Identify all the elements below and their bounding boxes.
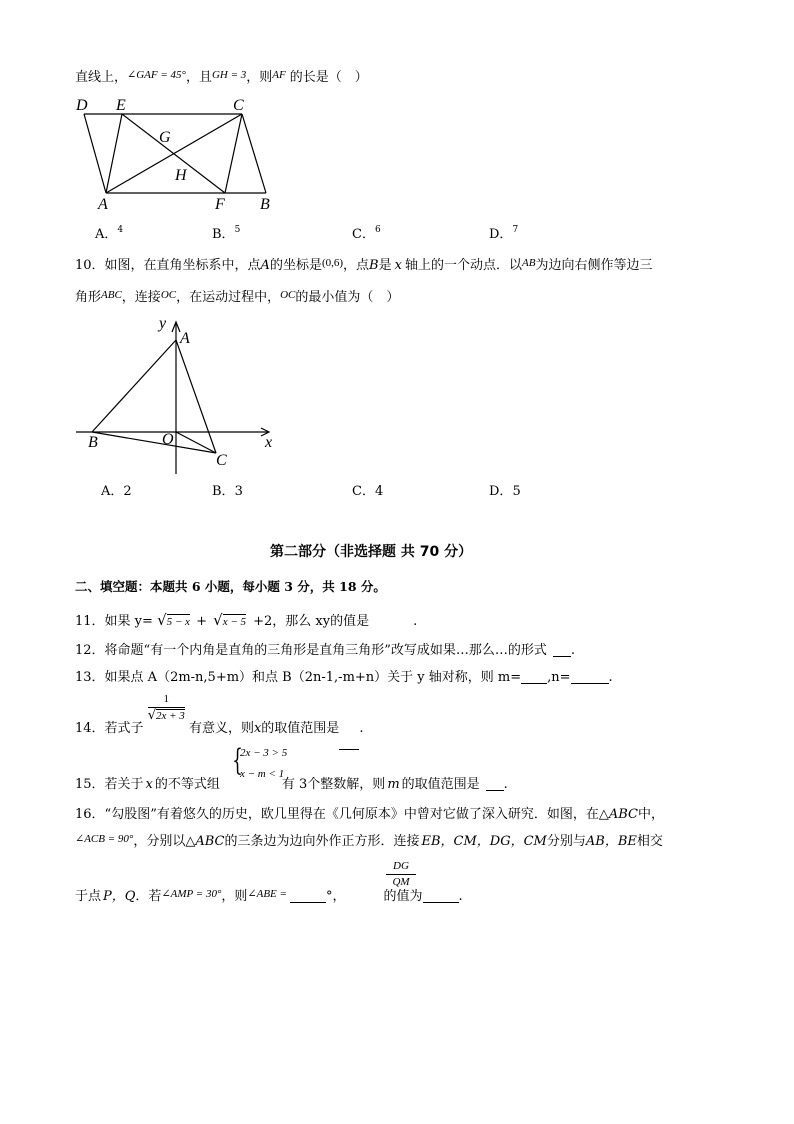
q14-fraction: 1 √2x + 3 <box>147 693 185 723</box>
q13-blank-m[interactable] <box>521 671 547 684</box>
fig10-label-B: B <box>88 434 98 451</box>
fig9-label-A: A <box>98 196 108 212</box>
q9-option-a[interactable]: A．$^4$ <box>95 225 124 242</box>
q9-stem: 直线上，$^{\angle GAF = 45^\circ}$，且$^{GH = 3}$，则$^{AF}$ 的长是（ ） <box>75 69 368 85</box>
q11-radical-1: √ <box>157 611 167 629</box>
q12: 12．将命题“有一个内角是直角的三角形是直角三角形”改写成如果…那么…的形式 . <box>75 643 575 658</box>
q16-blank-angle[interactable] <box>290 890 326 903</box>
q16-line2: $^{\angle ACB = 90^\circ}$，分别以△ABC的三条边为边向外作正方形．连接 EB，CM，DG，CM分别与AB，BE相交 <box>75 833 663 849</box>
q10-option-d[interactable]: D．5 <box>489 484 521 499</box>
q11-radical-2: √ <box>213 611 223 629</box>
fig10-label-C: C <box>216 452 227 469</box>
q16-blank-ratio[interactable] <box>423 890 459 903</box>
q9-option-b[interactable]: B．$^5$ <box>212 225 241 242</box>
fig9-label-D: D <box>76 97 88 114</box>
q10-option-a[interactable]: A．2 <box>101 484 132 499</box>
q9-option-d[interactable]: D．$^7$ <box>489 225 519 242</box>
q10-option-c[interactable]: C．4 <box>352 484 384 499</box>
q9-angle: ∠GAF = 45° <box>127 69 186 81</box>
fig9-label-E: E <box>116 97 126 114</box>
q16-line1: 16．“勾股图”有着悠久的历史，欧几里得在《几何原本》中曾对它做了深入研究．如图，在△ABC中， <box>75 807 664 822</box>
q16-fraction: DG QM <box>386 861 416 888</box>
fig10-label-A: A <box>180 330 190 347</box>
fig10-label-x: x <box>265 434 273 451</box>
fig9-label-G: G <box>159 129 171 146</box>
fig9-label-H: H <box>175 167 187 184</box>
q10-stem-line2: 角形$^{ABC}$，连接$^{OC}$，在运动过程中，$^{OC}$的最小值为（ ） <box>75 289 400 305</box>
fig9-label-C: C <box>233 97 244 114</box>
section-fill-in: 二、填空题：本题共 6 小题，每小题 3 分，共 18 分。 <box>75 579 386 594</box>
part2-title: 第二部分（非选择题 共 70 分） <box>270 544 473 560</box>
q14-answer-blank[interactable] <box>339 737 359 750</box>
q10-option-b[interactable]: B．3 <box>212 484 243 499</box>
q9-option-c[interactable]: C．$^6$ <box>352 225 381 242</box>
q13-blank-n[interactable] <box>571 671 609 684</box>
q15: 15．若关于 x 的不等式组 有 3个整数解，则 m 的取值范围是 . <box>75 777 508 792</box>
q16-line3: 于点 P，Q．若$^{\angle AMP = 30^\circ}$，则$^{\angle ABE =}$ °， 的值为 . <box>75 888 463 904</box>
q11: 11．如果 y= √5 − x + √x − 5 +2，那么 xy的值是 . <box>75 611 418 629</box>
q10-stem-line1: 10．如图，在直角坐标系中，点A的坐标是$^{(0,6)}$，点B是 x 轴上的一个动点．以$^{AB}$为边向右侧作等边三 <box>75 257 653 273</box>
q9-figure <box>70 92 280 212</box>
q12-answer-blank[interactable] <box>553 644 571 657</box>
q15-answer-blank[interactable] <box>486 778 504 791</box>
fig10-label-y: y <box>159 315 167 332</box>
q13: 13．如果点 A（2m-n,5+m）和点 B（2n-1,-m+n）关于 y 轴对称，则 m= ,n= . <box>75 670 613 685</box>
fig9-label-B: B <box>260 196 270 212</box>
fig10-label-O: O <box>162 431 174 448</box>
q14: 14．若式子 1 √2x + 3 有意义，则x的取值范围是 . <box>75 694 363 734</box>
fig9-label-F: F <box>215 196 225 212</box>
q10-figure <box>70 312 285 477</box>
